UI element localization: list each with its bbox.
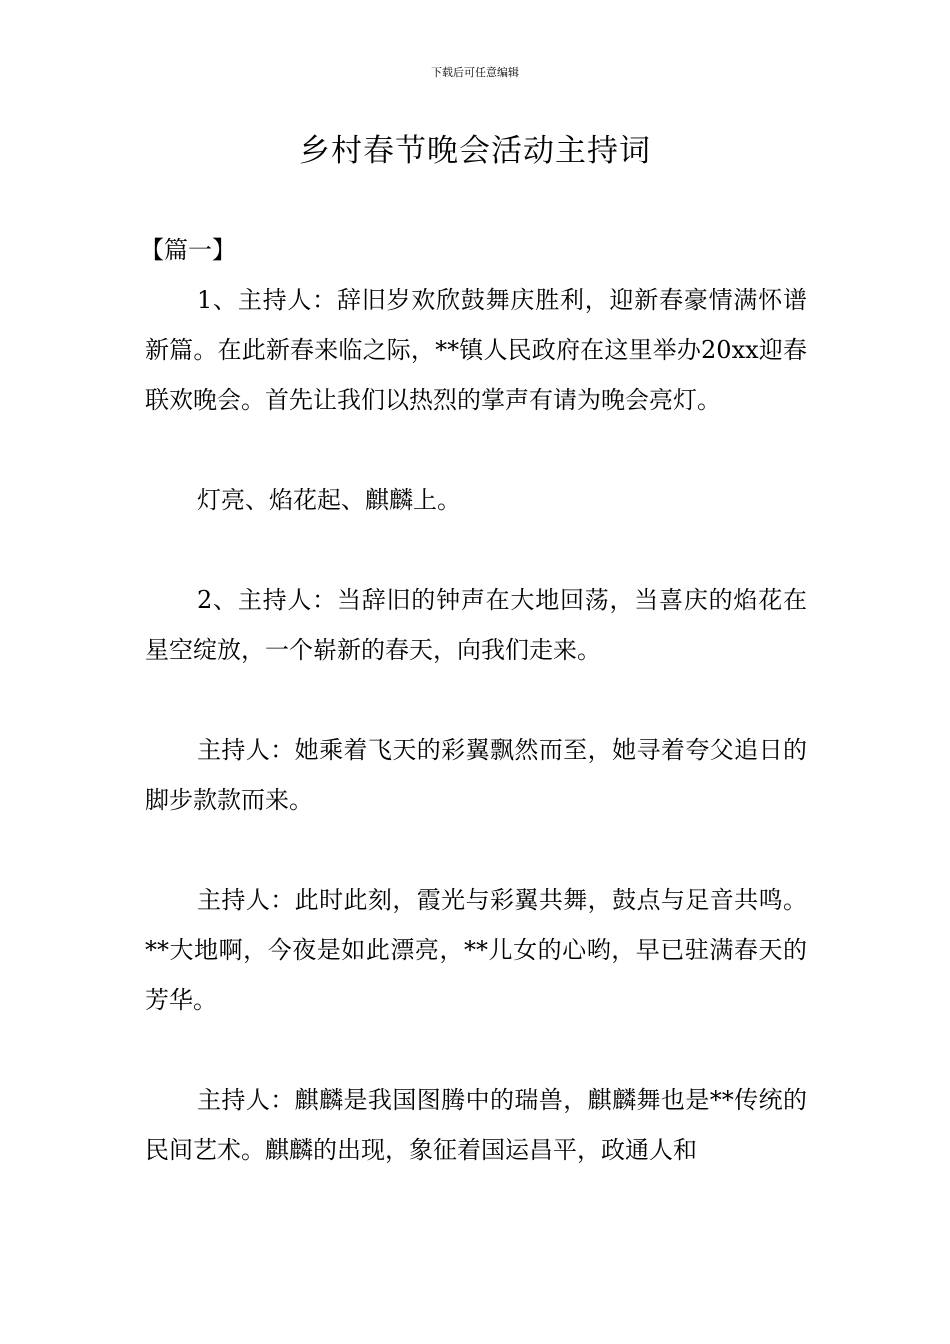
header-note: 下载后可任意编辑 [431,66,519,79]
paragraph-3: 2、主持人：当辞旧的钟声在大地回荡，当喜庆的焰花在星空绽放，一个崭新的春天，向我们走来。 [145,586,807,664]
paragraph-5: 主持人：此时此刻，霞光与彩翼共舞，鼓点与足音共鸣。**大地啊，今夜是如此漂亮，**儿女的心哟，早已驻满春天的芳华。 [145,886,807,1014]
paragraph-1: 1、主持人：辞旧岁欢欣鼓舞庆胜利，迎新春豪情满怀谱新篇。在此新春来临之际，**镇人民政府在这里举办20xx迎春联欢晚会。首先让我们以热烈的掌声有请为晚会亮灯。 [145,286,807,414]
paragraph-6: 主持人：麒麟是我国图腾中的瑞兽，麒麟舞也是**传统的民间艺术。麒麟的出现，象征着国运昌平，政通人和 [145,1086,807,1164]
section-label: 【篇一】 [140,236,236,264]
document-title: 乡村春节晚会活动主持词 [299,133,651,169]
paragraph-4: 主持人：她乘着飞天的彩翼飘然而至，她寻着夸父追日的脚步款款而来。 [145,736,807,814]
document-body [140,225,807,1175]
paragraph-2: 灯亮、焰花起、麒麟上。 [197,486,461,514]
